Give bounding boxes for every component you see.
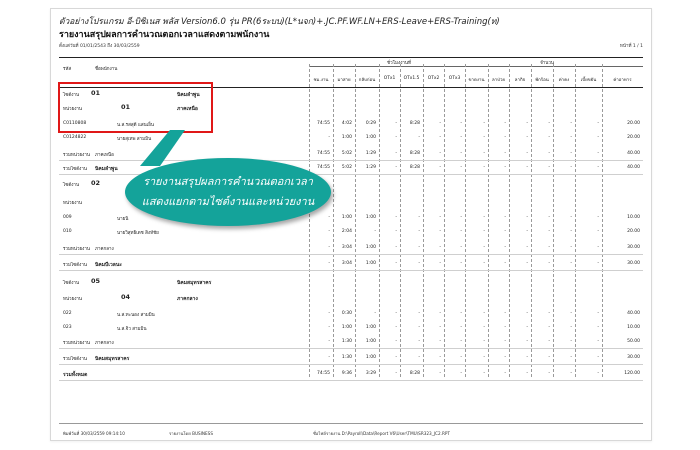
callout-tail xyxy=(140,130,185,166)
col-header-code: รหัส xyxy=(63,67,72,72)
cell-value: - xyxy=(418,245,420,250)
col-header-14: ค่าอาหาร xyxy=(613,78,632,83)
cell-value: 1:00 xyxy=(365,325,376,330)
cell-value: - xyxy=(570,121,572,126)
cell-value: 30.00 xyxy=(627,355,640,360)
cell-value: 74:55 xyxy=(317,371,330,376)
cell-value: 40.00 xyxy=(627,165,640,170)
unit-code: 01 xyxy=(121,103,131,111)
cell-value: - xyxy=(395,135,397,140)
cell-value: - xyxy=(483,165,485,170)
cell-value: - xyxy=(504,215,506,220)
cell-value: 1:30 xyxy=(341,339,352,344)
group-header-count: จำนวน xyxy=(540,61,554,66)
employee-name: นายวิสุทธิเดช สิงห์ชัย xyxy=(117,231,159,236)
subtotal-name: นิคมบีเวลนะ xyxy=(95,262,122,268)
cell-value: 8:28 xyxy=(409,371,420,376)
cell-value: - xyxy=(395,151,397,156)
cell-value: - xyxy=(526,229,528,234)
cell-value: - xyxy=(570,215,572,220)
col-header-11: พักร้อน xyxy=(535,78,549,83)
cell-value: 10.00 xyxy=(627,325,640,330)
cell-value: 1:29 xyxy=(365,165,376,170)
cell-value: 10.00 xyxy=(627,215,640,220)
col-header-4: OTx1 xyxy=(383,76,396,81)
row-label: C0124822 xyxy=(63,135,87,140)
cell-value: - xyxy=(597,245,599,250)
cell-value: - xyxy=(597,311,599,316)
subtotal-name: ภาคเหนือ xyxy=(95,153,114,158)
callout-line1: รายงานสรุปผลการคำนวณตอกเวลา xyxy=(143,175,313,188)
cell-value: - xyxy=(483,325,485,330)
subtotal-name: ภาคกลาง xyxy=(95,341,114,346)
cell-value: 40.00 xyxy=(627,311,640,316)
cell-value: 30.00 xyxy=(627,245,640,250)
cell-value: - xyxy=(328,215,330,220)
cell-value: - xyxy=(439,325,441,330)
cell-value: - xyxy=(548,215,550,220)
cell-value: - xyxy=(548,229,550,234)
cell-value: - xyxy=(483,151,485,156)
col-header-12: ค่าคง xyxy=(558,78,570,83)
cell-value: - xyxy=(328,245,330,250)
cell-value: 1:00 xyxy=(341,135,352,140)
cell-value: 1:00 xyxy=(365,261,376,266)
cell-value: 1:00 xyxy=(341,325,352,330)
cell-value: - xyxy=(395,215,397,220)
cell-value: - xyxy=(504,325,506,330)
row-label: รวมหน่วยงาน xyxy=(63,247,90,252)
cell-value: - xyxy=(460,339,462,344)
cell-value: - xyxy=(597,339,599,344)
col-header-10: ลากิจ xyxy=(514,78,526,83)
cell-value: - xyxy=(483,135,485,140)
cell-value: - xyxy=(460,311,462,316)
cell-value: - xyxy=(597,229,599,234)
cell-value: - xyxy=(439,135,441,140)
cell-value: - xyxy=(418,311,420,316)
cell-value: - xyxy=(460,261,462,266)
cell-value: - xyxy=(526,121,528,126)
row-label: 023 xyxy=(63,325,72,330)
cell-value: - xyxy=(597,325,599,330)
cell-value: - xyxy=(570,371,572,376)
row-label: หน่วยงาน xyxy=(63,297,83,302)
cell-value: - xyxy=(483,355,485,360)
page-number: หน้าที่ 1 / 1 xyxy=(619,44,643,49)
cell-value: - xyxy=(548,165,550,170)
cell-value: 2:04 xyxy=(341,229,352,234)
employee-name: นายสุเทพ สามมิน xyxy=(117,137,152,142)
unit-name: ภาคกลาง xyxy=(177,296,198,302)
cell-value: - xyxy=(439,245,441,250)
cell-value: - xyxy=(504,135,506,140)
callout-bubble xyxy=(125,158,331,226)
cell-value: - xyxy=(483,229,485,234)
cell-value: - xyxy=(328,261,330,266)
cell-value: 8:28 xyxy=(409,151,420,156)
cell-value: - xyxy=(395,311,397,316)
cell-value: - xyxy=(504,355,506,360)
employee-name: น.ส.ทะนอง สามมิน xyxy=(117,313,155,318)
cell-value: - xyxy=(526,339,528,344)
subtotal-name: ภาคกลาง xyxy=(95,247,114,252)
cell-value: - xyxy=(418,261,420,266)
cell-value: 4:02 xyxy=(341,121,352,126)
group-header-hours: ชั่วโมงงานที่ xyxy=(387,61,411,66)
col-header-9: ลาป่วย xyxy=(492,78,505,83)
cell-value: 8:28 xyxy=(409,165,420,170)
cell-value: - xyxy=(548,135,550,140)
cell-value: - xyxy=(328,229,330,234)
cell-value: - xyxy=(460,165,462,170)
cell-value: - xyxy=(597,355,599,360)
cell-value: 1:00 xyxy=(365,355,376,360)
site-name: นิคมลำพูน xyxy=(177,92,200,98)
cell-value: - xyxy=(395,325,397,330)
cell-value: - xyxy=(395,245,397,250)
cell-value: - xyxy=(439,339,441,344)
cell-value: - xyxy=(483,371,485,376)
cell-value: 30.00 xyxy=(627,261,640,266)
row-label: หน่วยงาน xyxy=(63,107,83,112)
cell-value: - xyxy=(439,121,441,126)
cell-value: - xyxy=(548,311,550,316)
cell-value: 50.00 xyxy=(627,339,640,344)
cell-value: - xyxy=(483,245,485,250)
row-label: ไซต์งาน xyxy=(63,183,80,188)
cell-value: - xyxy=(460,121,462,126)
cell-value: - xyxy=(597,151,599,156)
cell-value: - xyxy=(374,311,376,316)
row-label: ไซต์งาน xyxy=(63,93,80,98)
row-label: รวมไซต์งาน xyxy=(63,357,87,362)
cell-value: 74:55 xyxy=(317,121,330,126)
cell-value: - xyxy=(548,355,550,360)
cell-value: 74:55 xyxy=(317,165,330,170)
date-range: ตั้งแต่วันที่ 01/01/2543 ถึง 30/03/2559 xyxy=(59,44,140,49)
row-label: รวมไซต์งาน xyxy=(63,167,87,172)
cell-value: - xyxy=(460,229,462,234)
col-header-7: OTx3 xyxy=(448,76,461,81)
subtotal-name: นิคมสมุทรสาคร xyxy=(95,356,130,362)
cell-value: - xyxy=(483,215,485,220)
cell-value: - xyxy=(526,135,528,140)
footer-printed-by: รายงานโดย BUSINESS xyxy=(169,431,213,436)
cell-value: - xyxy=(526,355,528,360)
cell-value: - xyxy=(460,355,462,360)
cell-value: - xyxy=(460,325,462,330)
site-code: 05 xyxy=(91,277,101,285)
cell-value: - xyxy=(526,261,528,266)
col-header-1: ชม.งาน xyxy=(313,78,329,83)
cell-value: 1:00 xyxy=(365,245,376,250)
unit-code: 04 xyxy=(121,293,131,301)
cell-value: - xyxy=(374,229,376,234)
cell-value: - xyxy=(483,311,485,316)
cell-value: - xyxy=(328,325,330,330)
row-label: รวมหน่วยงาน xyxy=(63,153,90,158)
cell-value: - xyxy=(597,165,599,170)
row-label: หน่วยงาน xyxy=(63,201,83,206)
row-label: รวมทั้งหมด xyxy=(63,372,88,378)
cell-value: - xyxy=(570,311,572,316)
cell-value: - xyxy=(483,261,485,266)
cell-value: - xyxy=(570,135,572,140)
cell-value: 120.00 xyxy=(624,371,640,376)
cell-value: - xyxy=(548,325,550,330)
cell-value: - xyxy=(460,151,462,156)
cell-value: - xyxy=(395,121,397,126)
cell-value: - xyxy=(570,151,572,156)
cell-value: - xyxy=(460,215,462,220)
cell-value: - xyxy=(439,215,441,220)
cell-value: - xyxy=(504,261,506,266)
row-label: C0110808 xyxy=(63,121,87,126)
cell-value: 3:04 xyxy=(341,261,352,266)
cell-value: 3:29 xyxy=(365,371,376,376)
col-header-5: OTx1.5 xyxy=(403,76,420,81)
cell-value: - xyxy=(548,339,550,344)
cell-value: - xyxy=(504,229,506,234)
cell-value: - xyxy=(570,261,572,266)
cell-value: 1:29 xyxy=(365,151,376,156)
cell-value: - xyxy=(504,151,506,156)
cell-value: - xyxy=(526,245,528,250)
cell-value: - xyxy=(504,165,506,170)
cell-value: - xyxy=(548,151,550,156)
cell-value: 20.00 xyxy=(627,135,640,140)
cell-value: 1:00 xyxy=(365,215,376,220)
cell-value: - xyxy=(395,165,397,170)
cell-value: 5:02 xyxy=(341,165,352,170)
cell-value: - xyxy=(328,355,330,360)
cell-value: - xyxy=(439,261,441,266)
cell-value: - xyxy=(439,151,441,156)
subtotal-name: นิคมลำพูน xyxy=(95,166,118,172)
row-label: 010 xyxy=(63,229,72,234)
cell-value: - xyxy=(395,371,397,376)
program-title: ตัวอย่างโปรแกรม อี-บิซิเนส พลัส Version6.0 รุ่น PR(6ระบบ)(L*นจก)+.JC.PF.WF.LN+ERS-Leave+ERS-Training(ท) xyxy=(59,17,500,27)
cell-value: - xyxy=(328,339,330,344)
cell-value: 1:00 xyxy=(365,135,376,140)
cell-value: - xyxy=(570,325,572,330)
cell-value: - xyxy=(418,339,420,344)
cell-value: - xyxy=(526,151,528,156)
cell-value: - xyxy=(570,339,572,344)
cell-value: - xyxy=(483,121,485,126)
footer-print-date: พิมพ์วันที่ 30/03/2559 09:14:10 xyxy=(63,431,125,436)
site-name: นิคมสมุทรสาคร xyxy=(177,280,212,286)
cell-value: - xyxy=(570,165,572,170)
cell-value: - xyxy=(395,261,397,266)
cell-value: - xyxy=(504,339,506,344)
cell-value: - xyxy=(526,325,528,330)
cell-value: - xyxy=(439,165,441,170)
cell-value: - xyxy=(395,355,397,360)
cell-value: - xyxy=(597,135,599,140)
cell-value: - xyxy=(570,355,572,360)
site-code: 01 xyxy=(91,89,101,97)
cell-value: 1:30 xyxy=(341,355,352,360)
cell-value: - xyxy=(548,121,550,126)
row-label: ไซต์งาน xyxy=(63,281,80,286)
cell-value: - xyxy=(526,165,528,170)
cell-value: 0:30 xyxy=(341,311,352,316)
cell-value: - xyxy=(328,135,330,140)
cell-value: 1:00 xyxy=(365,339,376,344)
row-label: รวมหน่วยงาน xyxy=(63,341,90,346)
cell-value: - xyxy=(597,261,599,266)
cell-value: - xyxy=(526,371,528,376)
cell-value: - xyxy=(460,371,462,376)
col-header-2: มาสาย xyxy=(337,78,351,83)
cell-value: - xyxy=(570,245,572,250)
cell-value: - xyxy=(483,339,485,344)
employee-name: นายนิ xyxy=(117,217,129,222)
unit-name: ภาคเหนือ xyxy=(177,106,198,112)
col-header-3: กลับก่อน xyxy=(358,78,376,83)
callout-line2: แสดงแยกตามไซต์งานและหน่วยงาน xyxy=(141,195,315,208)
cell-value: - xyxy=(395,339,397,344)
cell-value: - xyxy=(418,355,420,360)
employee-name: น.ส.จิว สามมิน xyxy=(117,327,147,332)
cell-value: - xyxy=(395,229,397,234)
col-header-name: ชื่อพนักงาน xyxy=(95,67,118,72)
cell-value: - xyxy=(439,371,441,376)
cell-value: 9:36 xyxy=(341,371,352,376)
cell-value: 20.00 xyxy=(627,229,640,234)
cell-value: - xyxy=(504,371,506,376)
cell-value: - xyxy=(328,311,330,316)
row-label: 022 xyxy=(63,311,72,316)
cell-value: - xyxy=(597,371,599,376)
cell-value: - xyxy=(548,371,550,376)
cell-value: 3:04 xyxy=(341,245,352,250)
cell-value: 5:02 xyxy=(341,151,352,156)
col-header-6: OTx2 xyxy=(427,76,440,81)
cell-value: - xyxy=(460,245,462,250)
cell-value: - xyxy=(460,135,462,140)
cell-value: - xyxy=(504,121,506,126)
cell-value: 20.00 xyxy=(627,121,640,126)
cell-value: - xyxy=(418,215,420,220)
cell-value: 8:28 xyxy=(409,121,420,126)
site-code: 02 xyxy=(91,179,101,187)
cell-value: 0:29 xyxy=(365,121,376,126)
cell-value: - xyxy=(548,261,550,266)
cell-value: - xyxy=(597,121,599,126)
cell-value: - xyxy=(418,135,420,140)
cell-value: - xyxy=(418,229,420,234)
cell-value: 74:55 xyxy=(317,151,330,156)
cell-value: - xyxy=(439,311,441,316)
row-label: รวมไซต์งาน xyxy=(63,263,87,268)
footer-file-path: ชื่อไฟล์รายงาน D:\Payroll\Data\Report V6\User\TMU\SR323_JC2.RPT xyxy=(313,431,450,436)
col-header-13: เบี้ยขยัน xyxy=(580,78,597,83)
cell-value: - xyxy=(570,229,572,234)
cell-value: - xyxy=(504,245,506,250)
cell-value: 1:00 xyxy=(341,215,352,220)
cell-value: - xyxy=(439,229,441,234)
cell-value: - xyxy=(439,355,441,360)
col-header-8: ขาดงาน xyxy=(468,78,485,83)
cell-value: - xyxy=(504,311,506,316)
cell-value: - xyxy=(418,325,420,330)
employee-name: น.ส.รสสุดี แสนเย็น xyxy=(117,123,154,128)
report-title: รายงานสรุปผลการคำนวณตอกเวลาแสดงตามพนักงาน xyxy=(59,30,270,40)
cell-value: - xyxy=(548,245,550,250)
cell-value: - xyxy=(526,311,528,316)
cell-value: - xyxy=(526,215,528,220)
cell-value: 40.00 xyxy=(627,151,640,156)
cell-value: - xyxy=(597,215,599,220)
row-label: 009 xyxy=(63,215,72,220)
